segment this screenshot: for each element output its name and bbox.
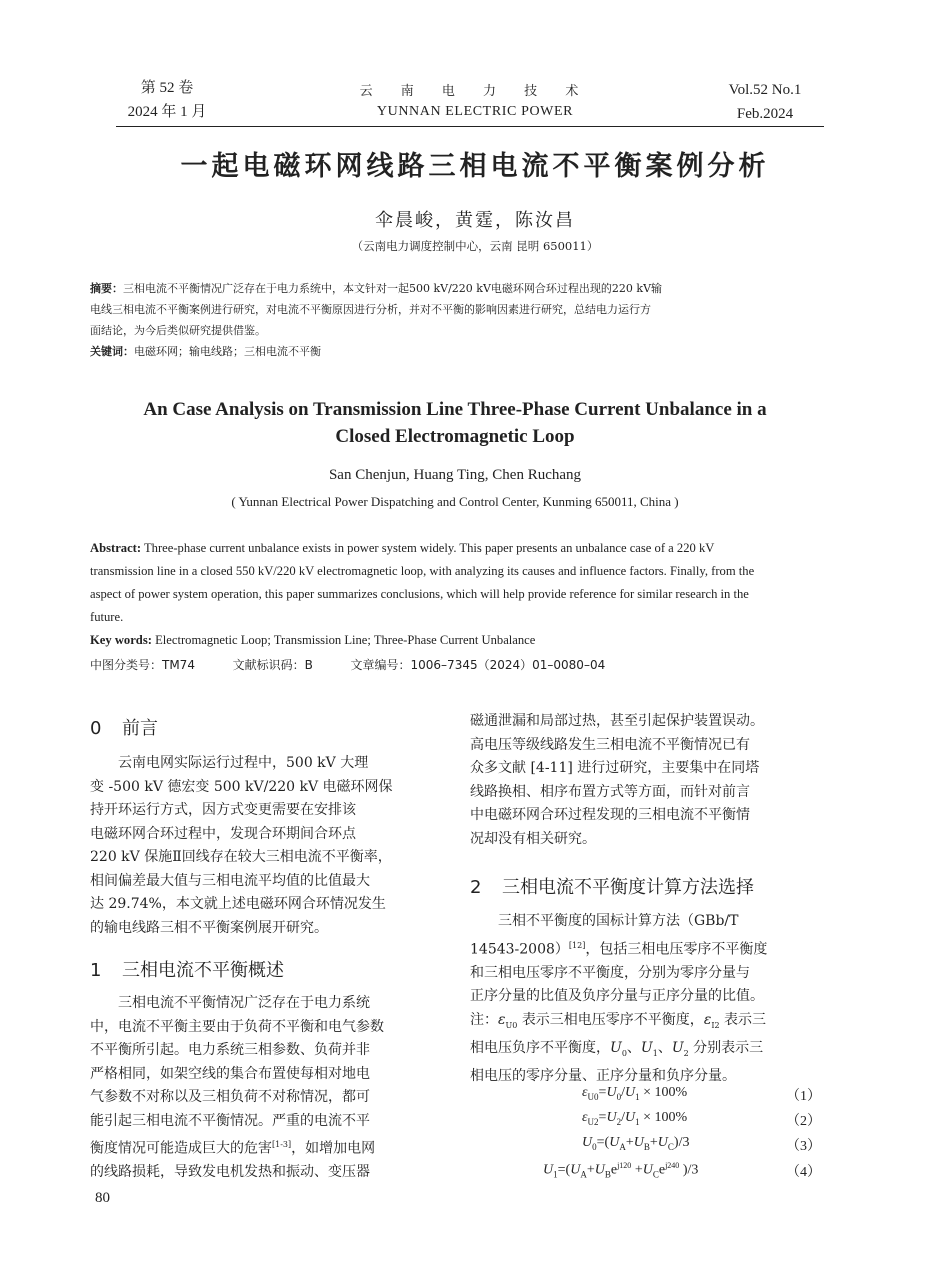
- equation-1: $\varepsilon_{U0}=U_0/U_1 \times 100\%$: [582, 1085, 688, 1102]
- header-journal-en: YUNNAN ELECTRIC POWER: [376, 104, 574, 119]
- paragraph-line: 气参数不对称以及三相负荷不对称情况，都可: [90, 1089, 370, 1105]
- paragraph-line: 的线路损耗，导致发电机发热和振动、变压器: [90, 1164, 370, 1181]
- keywords-cn-label: 关键词：: [90, 345, 134, 358]
- abstract-en-line: aspect of power system operation, this paper summarizes conclusions, which will help provide reference for similar research in the: [90, 587, 749, 601]
- authors-cn: 伞晨峻，黄霆，陈汝昌: [375, 210, 575, 231]
- affiliation-cn: （云南电力调度控制中心，云南 昆明 650011）: [351, 239, 599, 253]
- abstract-cn-line: 电线三相电流不平衡案例进行研究，对电流不平衡原因进行分析，并对不平衡的影响因素进行研究，总结电力运行方: [90, 303, 651, 316]
- keywords-cn: 电磁环网；输电线路；三相电流不平衡: [134, 345, 321, 358]
- header-rule: [116, 126, 824, 127]
- equation-number: （4）: [786, 1165, 821, 1180]
- right-column-continuation: [470, 710, 830, 851]
- abstract-en-line: transmission line in a closed 550 kV/220 kV electromagnetic loop, with analyzing its causes and influence factors. Finally, from the: [90, 564, 755, 578]
- abstract-cn-line: 面结论，为今后类似研究提供借鉴。: [90, 324, 266, 337]
- section-number: 2: [470, 877, 482, 898]
- authors-en: San Chenjun, Huang Ting, Chen Ruchang: [328, 467, 582, 483]
- page-number: 80: [95, 1190, 110, 1206]
- equation-number: （2）: [786, 1114, 821, 1129]
- abstract-cn: [90, 278, 830, 362]
- section-title: 前言: [122, 718, 158, 739]
- paragraph-line: 变 -500 kV 德宏变 500 kV/220 kV 电磁环网保: [90, 778, 393, 795]
- section-1-heading: [90, 956, 284, 982]
- abstract-cn-label: 摘要：: [90, 282, 123, 295]
- equation-4: $U_1=(U_A+U_Be^{j120} +U_Ce^{j240}$ )/3: [543, 1161, 699, 1180]
- classification-line: [90, 656, 605, 673]
- header-date-cn: 2024 年 1 月: [127, 104, 207, 120]
- paragraph-line: 14543-2008）[12]，包括三相电压零序不平衡度: [470, 940, 768, 958]
- paragraph-line: 和三相电压零序不平衡度，分别为零序分量与: [470, 964, 750, 981]
- paragraph-line: 能引起三相电流不平衡情况。严重的电流不平: [90, 1112, 370, 1129]
- paragraph-line: 不平衡所引起。电力系统三相参数、负荷并非: [90, 1042, 370, 1058]
- section-title: 三相电流不平衡度计算方法选择: [502, 877, 754, 898]
- affiliation-en: ( Yunnan Electrical Power Dispatching and Control Center, Kunming 650011, China ): [231, 494, 679, 509]
- citation-ref: [12]: [568, 940, 586, 950]
- document-code: 文献标识码：B: [232, 658, 313, 672]
- section-number: 1: [90, 960, 102, 981]
- paragraph-line: 相电压的零序分量、正序分量和负序分量。: [470, 1068, 736, 1085]
- abstract-en-line: future.: [90, 610, 124, 624]
- section-title: 三相电流不平衡概述: [122, 960, 284, 981]
- paragraph-line: 严格相同，如架空线的集合布置使每相对地电: [90, 1065, 370, 1082]
- equation-number: （1）: [786, 1089, 821, 1104]
- paragraph-line: 衡度情况可能造成巨大的危害[1-3]，如增加电网: [90, 1140, 376, 1157]
- clc-number: 中图分类号：TM74: [90, 658, 195, 672]
- paragraph-line: 云南电网实际运行过程中，500 kV 大理: [118, 755, 369, 771]
- header-date-en: Feb.2024: [736, 106, 794, 122]
- page-title-cn: 一起电磁环网线路三相电流不平衡案例分析: [180, 151, 770, 182]
- abstract-en-label: Abstract:: [90, 541, 142, 555]
- paragraph-line: 三相不平衡度的国标计算方法（GBb/T: [498, 913, 739, 929]
- paragraph-line: 相间偏差最大值与三相电流平均值的比值最大: [90, 872, 370, 889]
- header-journal-cn: 云 南 电 力 技 术: [359, 84, 591, 99]
- paragraph-line: 况却没有相关研究。: [470, 830, 596, 847]
- equation-number: （3）: [786, 1139, 821, 1154]
- paragraph-line: 达 29.74%，本文就上述电磁环网合环情况发生: [90, 896, 386, 912]
- equation-2: $\varepsilon_{U2}=U_2/U_1 \times 100\%$: [582, 1110, 688, 1127]
- paragraph-line: 电磁环网合环过程中，发现合环期间合环点: [90, 825, 356, 842]
- header-volume-en: Vol.52 No.1: [728, 82, 802, 98]
- paragraph-line: 线路换相、相序布置方式等方面，而针对前言: [470, 783, 750, 800]
- paragraph-line: 持开环运行方式，因方式变更需要在安排该: [90, 802, 356, 818]
- paragraph-line: 220 kV 保施Ⅱ回线存在较大三相电流不平衡率，: [90, 849, 392, 865]
- section-number: 0: [90, 718, 102, 739]
- paragraph-line: 注：$\varepsilon_{U0}$ 表示三相电压零序不平衡度，$\varepsilon_{I2}$ 表示三: [470, 1011, 767, 1030]
- paragraph-line: 磁通泄漏和局部过热，甚至引起保护装置误动。: [470, 713, 764, 729]
- section-1-body: [90, 992, 450, 1185]
- header-volume-cn: 第 52 卷: [140, 80, 194, 96]
- abstract-en-line: Three-phase current unbalance exists in power system widely. This paper presents an unbalance case of a 220 kV: [143, 541, 715, 555]
- paragraph-line: 的输电线路三相不平衡案例展开研究。: [90, 919, 328, 936]
- page-title-en-line2: Closed Electromagnetic Loop: [335, 426, 575, 447]
- section-0-heading: [90, 714, 158, 740]
- section-0-body: [90, 752, 450, 940]
- equation-3: $U_0=(U_A+U_B+U_C)/3$: [582, 1135, 690, 1152]
- abstract-en: [90, 537, 824, 652]
- keywords-en-label: Key words:: [90, 633, 152, 647]
- paragraph-line: 三相电流不平衡情况广泛存在于电力系统: [118, 995, 370, 1011]
- article-number: 文章编号：1006–7345（2024）01–0080–04: [350, 658, 606, 672]
- citation-ref: [1-3]: [272, 1140, 292, 1149]
- paragraph-line: 中电磁环网合环过程发现的三相电流不平衡情: [470, 807, 750, 823]
- paragraph-line: 众多文献 [4-11] 进行过研究，主要集中在同塔: [470, 760, 760, 776]
- abstract-cn-line: 三相电流不平衡情况广泛存在于电力系统中，本文针对一起500 kV/220 kV电磁环网合环过程出现的220 kV输: [123, 282, 663, 295]
- keywords-en: Electromagnetic Loop; Transmission Line; Three-Phase Current Unbalance: [155, 633, 536, 647]
- section-2-body: [470, 910, 830, 1089]
- paragraph-line: 中，电流不平衡主要由于负荷不平衡和电气参数: [90, 1018, 384, 1035]
- section-2-heading: [470, 873, 754, 899]
- paragraph-line: 相电压负序不平衡度，$U_0$、$U_1$、$U_2$ 分别表示三: [470, 1039, 764, 1058]
- paragraph-line: 正序分量的比值及负序分量与正序分量的比值。: [470, 988, 764, 1005]
- paragraph-line: 高电压等级线路发生三相电流不平衡情况已有: [470, 736, 750, 753]
- page-title-en-line1: An Case Analysis on Transmission Line Three-Phase Current Unbalance in a: [143, 399, 767, 420]
